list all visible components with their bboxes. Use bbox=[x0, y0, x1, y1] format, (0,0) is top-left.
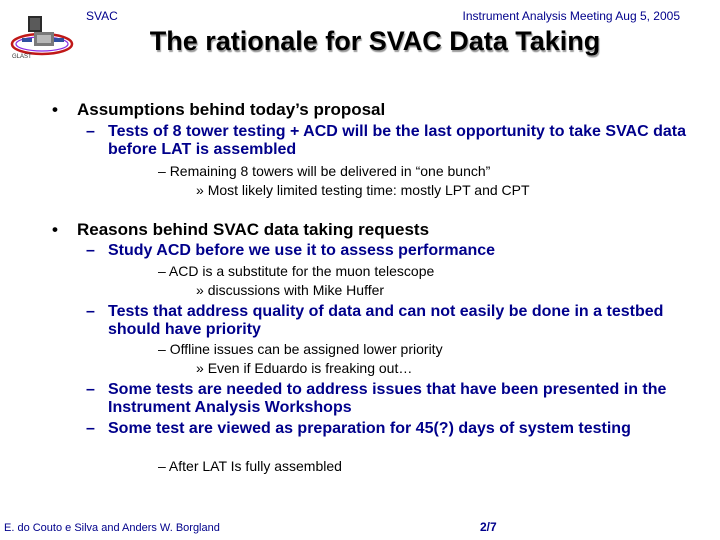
sub-bullet-text: Tests of 8 tower testing + ACD will be the last opportunity to take SVAC data before LAT is assembled bbox=[108, 123, 686, 158]
header-left-label: SVAC bbox=[86, 9, 118, 23]
footer-authors: E. do Couto e Silva and Anders W. Borgland bbox=[4, 522, 220, 534]
level3-text: Offline issues can be assigned lower priority bbox=[169, 341, 443, 357]
dash-marker: – bbox=[86, 303, 95, 320]
level3-text: ACD is a substitute for the muon telescope bbox=[168, 263, 435, 279]
slide-title: The rationale for SVAC Data Taking bbox=[149, 26, 601, 56]
level3-text: After LAT Is fully assembled bbox=[168, 458, 342, 474]
dash-marker: – bbox=[86, 123, 95, 140]
raquo-marker: » bbox=[196, 182, 204, 198]
raquo-marker: » bbox=[196, 360, 204, 376]
level3-item bbox=[158, 458, 342, 474]
sub-bullet bbox=[86, 420, 686, 438]
level4-item bbox=[196, 282, 384, 298]
sub-bullet-text: Tests that address quality of data and can not easily be done in a testbed should have priority bbox=[108, 303, 664, 338]
logo-text: GLAST bbox=[12, 54, 32, 60]
level3-item bbox=[158, 263, 434, 279]
sub-bullet bbox=[86, 303, 686, 339]
bullet-reasons: Reasons behind SVAC data taking requests bbox=[77, 220, 430, 239]
level4-item bbox=[196, 360, 412, 376]
dash-marker: – bbox=[86, 381, 95, 398]
bullet-assumptions: Assumptions behind today’s proposal bbox=[77, 100, 386, 119]
level4-text: discussions with Mike Huffer bbox=[207, 282, 385, 298]
sub-bullet bbox=[86, 123, 686, 159]
sub-bullet-text: Some test are viewed as preparation for 45(?) days of system testing bbox=[108, 420, 631, 437]
page-number: 2/7 bbox=[480, 520, 497, 534]
level4-text: Even if Eduardo is freaking out… bbox=[207, 360, 413, 376]
level3-item bbox=[158, 163, 490, 179]
header-right-label: Instrument Analysis Meeting Aug 5, 2005 bbox=[462, 9, 680, 23]
dash-marker: – bbox=[86, 242, 95, 259]
dash-marker: – bbox=[158, 341, 166, 357]
sub-bullet bbox=[86, 242, 686, 260]
level4-text: Most likely limited testing time: mostly LPT and CPT bbox=[207, 182, 530, 198]
sub-bullet-text: Study ACD before we use it to assess performance bbox=[108, 242, 496, 259]
level3-text: Remaining 8 towers will be delivered in “one bunch” bbox=[169, 163, 491, 179]
sub-bullet bbox=[86, 381, 686, 417]
dash-marker: – bbox=[158, 458, 166, 474]
bullet-marker: • bbox=[52, 100, 58, 119]
dash-marker: – bbox=[86, 420, 95, 437]
dash-marker: – bbox=[158, 263, 166, 279]
raquo-marker: » bbox=[196, 282, 204, 298]
level3-item bbox=[158, 341, 443, 357]
level4-item bbox=[196, 182, 530, 198]
dash-marker: – bbox=[158, 163, 166, 179]
sub-bullet-text: Some tests are needed to address issues that have been presented in the Instrument Analysis Workshops bbox=[108, 381, 667, 416]
bullet-marker: • bbox=[52, 220, 58, 239]
